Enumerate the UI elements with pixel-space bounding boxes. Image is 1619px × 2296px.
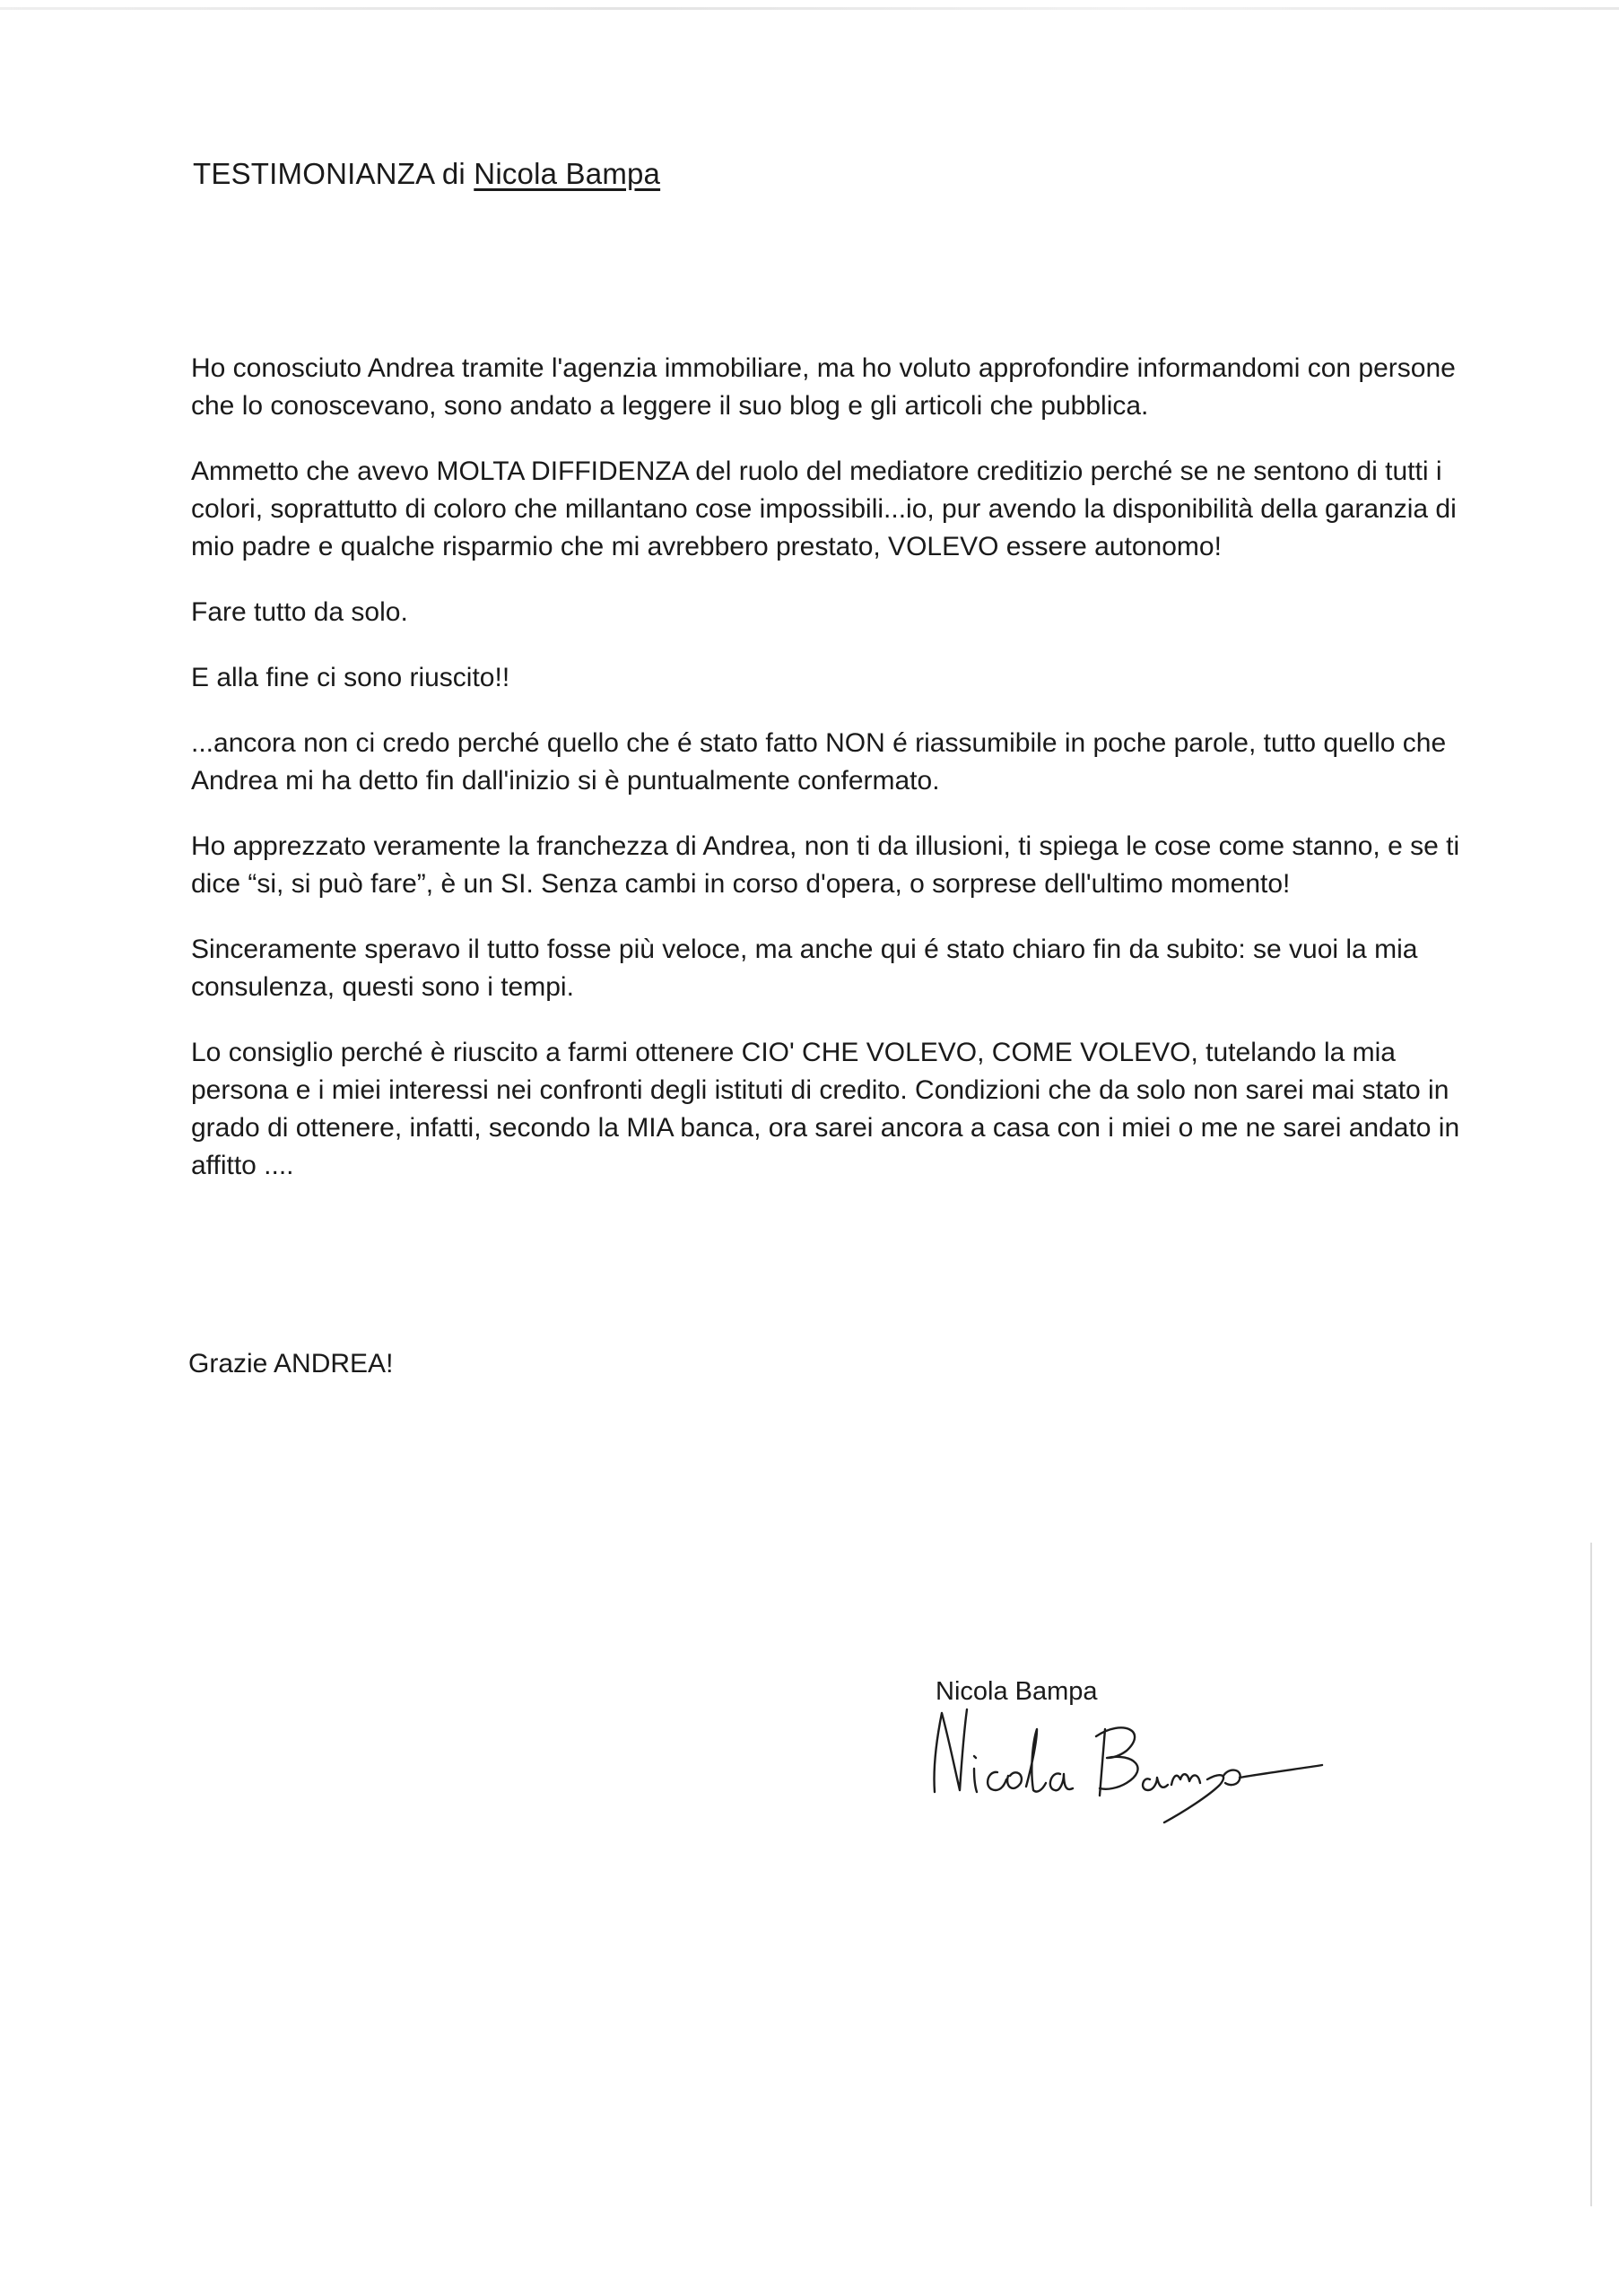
document-title [193,157,660,191]
title-prefix: TESTIMONIANZA di [193,157,474,190]
paragraph-5: ...ancora non ci credo perché quello che é stato fatto NON é riassumibile in poche parole, tutto quello che Andrea mi ha detto fin dall'inizio si è puntualmente confermato. [191,728,1447,796]
scan-edge-top [0,7,1619,10]
closing-line: Grazie ANDREA! [188,1349,394,1378]
title-name: Nicola Bampa [474,157,661,190]
paragraph-3: Fare tutto da solo. [191,597,408,627]
paragraph-2: Ammetto che avevo MOLTA DIFFIDENZA del ruolo del mediatore creditizio perché se ne sentono di tutti i colori, soprattutto di coloro che millantano cose impossibili...io, pur avendo la disponibilità della garanzia di mio padre e qualche risparmio che mi avrebbero prestato, VOLEVO essere autonomo! [191,457,1457,561]
signature-printed-name: Nicola Bampa [936,1677,1098,1706]
handwritten-signature [915,1686,1327,1830]
paragraph-6: Ho apprezzato veramente la franchezza di Andrea, non ti da illusioni, ti spiega le cose come stanno, e se ti dice “si, si può fare”, è un SI. Senza cambi in corso d'opera, o sorprese dell'ultimo momento! [191,831,1460,899]
paragraph-8: Lo consiglio perché è riuscito a farmi ottenere CIO' CHE VOLEVO, COME VOLEVO, tutelando la mia persona e i miei interessi nei confronti degli istituti di credito. Condizioni che da solo non sarei mai stato in grado di ottenere, infatti, secondo la MIA banca, ora sarei ancora a casa con i miei o me ne sarei andato in affitto .... [191,1038,1460,1180]
document-body [191,350,1465,1213]
paragraph-4: E alla fine ci sono riuscito!! [191,663,510,692]
paragraph-1: Ho conosciuto Andrea tramite l'agenzia immobiliare, ma ho voluto approfondire informandomi con persone che lo conoscevano, sono andato a leggere il suo blog e gli articoli che pubblica. [191,353,1456,421]
scan-edge-right [1590,1543,1592,2206]
paragraph-7: Sinceramente speravo il tutto fosse più veloce, ma anche qui é stato chiaro fin da subito: se vuoi la mia consulenza, questi sono i tempi. [191,935,1418,1002]
